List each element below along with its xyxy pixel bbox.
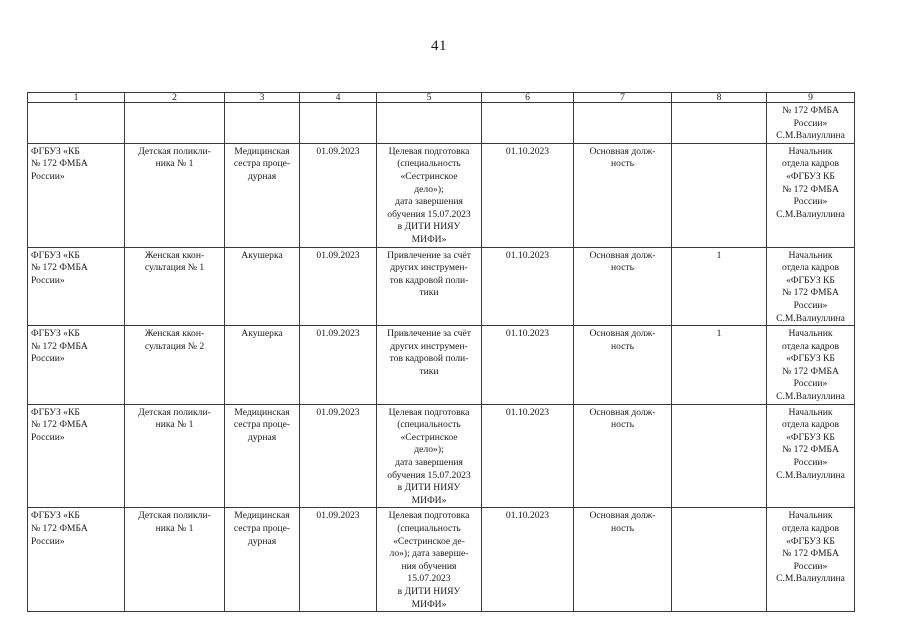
cell-line: Целевая подготовка (388, 510, 470, 522)
cell-line: дата завершения (395, 196, 463, 208)
table-cell-position-type (574, 247, 672, 326)
cell-line: Детская поликли- (138, 145, 211, 157)
cell-line: Начальник (788, 406, 833, 418)
cell-line: отдела кадров (781, 340, 840, 352)
cell-line: в ДИТИ НИЯУ (397, 221, 461, 233)
column-header: 7 (574, 93, 672, 103)
cell-line: № 172 ФМБА (31, 262, 88, 274)
cell-line: Привлечение за счёт (387, 249, 471, 261)
table-cell-department (125, 404, 225, 508)
cell-line: № 172 ФМБА (782, 105, 839, 116)
cell-line: Женская ккон- (144, 328, 205, 340)
cell-line: МИФИ» (411, 233, 447, 245)
cell-line: (специальность (397, 158, 461, 170)
table-cell-organization (28, 247, 125, 326)
cell-line: ФГБУЗ «КБ (31, 249, 80, 261)
table-cell-position (225, 326, 300, 405)
table-cell-position (225, 143, 300, 247)
cell-line: ФГБУЗ «КБ (31, 510, 80, 522)
table-cell-date (482, 326, 574, 405)
column-header: 8 (672, 93, 767, 103)
cell-line: Женская ккон- (144, 249, 205, 261)
table-cell-count (672, 247, 767, 326)
cell-line: 01.09.2023 (316, 510, 360, 522)
table-cell-date (482, 247, 574, 326)
cell-line: ло»); дата заверше- (389, 548, 469, 560)
table-cell (672, 103, 767, 144)
cell-line: Основная долж- (589, 510, 656, 522)
table-cell-responsible (767, 404, 855, 508)
cell-line: Начальник (788, 328, 833, 340)
cell-line: ность (611, 262, 634, 274)
cell-line: «ФГБУЗ КБ (786, 353, 835, 365)
cell-line: Акушерка (241, 328, 283, 340)
cell-line: Целевая подготовка (388, 406, 470, 418)
cell-line: России» (31, 353, 65, 365)
cell-line: в ДИТИ НИЯУ (397, 585, 461, 597)
cell-line: № 172 ФМБА (31, 419, 88, 431)
table-cell-start-date (300, 326, 377, 405)
cell-line: ния обучения (401, 560, 457, 572)
cell-line: Медицинская (234, 145, 290, 157)
table-cell-date (482, 404, 574, 508)
cell-line: дурная (247, 535, 277, 547)
cell-line: ность (611, 523, 634, 534)
cell-line: России» (793, 117, 828, 129)
cell-line: Акушерка (241, 249, 283, 261)
table-cell-position (225, 508, 300, 612)
cell-line: Детская поликли- (138, 406, 211, 418)
table-cell-organization (28, 508, 125, 612)
cell-line: ФГБУЗ «КБ (31, 145, 80, 157)
table-cell-date (482, 508, 574, 612)
cell-line: № 172 ФМБА (782, 183, 839, 195)
column-header: 5 (377, 93, 482, 103)
table-cell (28, 103, 125, 144)
cell-line: других инструмен- (390, 340, 468, 352)
cell-line: ность (611, 158, 634, 170)
cell-line: ника № 1 (155, 523, 194, 534)
cell-line: 01.09.2023 (316, 406, 360, 418)
table-cell-position-type (574, 326, 672, 405)
cell-line: 01.10.2023 (505, 328, 550, 340)
cell-line: России» (31, 170, 65, 182)
cell-line: «ФГБУЗ КБ (786, 170, 835, 182)
cell-line: ника № 1 (155, 419, 194, 431)
table-row (28, 326, 855, 405)
cell-line: МИФИ» (411, 494, 447, 506)
table-cell-organization (28, 326, 125, 405)
cell-line: Детская поликли- (138, 510, 211, 522)
cell-line: С.М.Валиуллина (776, 391, 845, 403)
table-row (28, 247, 855, 326)
table-cell-organization (28, 404, 125, 508)
cell-line: № 172 ФМБА (782, 444, 839, 456)
table-cell-count (672, 508, 767, 612)
table-cell-count (672, 326, 767, 405)
page-number: 41 (431, 38, 447, 54)
table-cell-responsible (767, 508, 855, 612)
cell-line: России» (793, 560, 828, 572)
continuation-row (28, 103, 855, 144)
cell-line: сультация № 2 (144, 340, 205, 352)
table-cell (574, 103, 672, 144)
cell-line: тов кадровой поли- (389, 274, 469, 286)
cell-line: в ДИТИ НИЯУ (397, 482, 461, 494)
cell-line: «Сестринское (400, 431, 458, 443)
cell-line: отдела кадров (781, 262, 840, 274)
cell-line: «ФГБУЗ КБ (786, 535, 835, 547)
cell-line: дурная (247, 170, 277, 182)
column-header: 2 (125, 93, 225, 103)
cell-line: сестра проце- (233, 419, 291, 431)
cell-line: Основная долж- (589, 145, 656, 157)
cell-line: 15.07.2023 (407, 573, 451, 585)
cell-line: МИФИ» (411, 598, 447, 610)
table-cell-responsible (767, 247, 855, 326)
table-cell-start-date (300, 404, 377, 508)
cell-line: обучения 15.07.2023 (387, 469, 471, 481)
cell-line: «Сестринское де- (393, 535, 465, 547)
cell-line: 01.10.2023 (505, 145, 550, 157)
cell-line: 01.09.2023 (316, 328, 360, 340)
table-cell-position-type (574, 404, 672, 508)
cell-line: № 172 ФМБА (31, 523, 88, 534)
table-cell (377, 103, 482, 144)
cell-line: отдела кадров (781, 158, 840, 170)
table-cell-basis (377, 404, 482, 508)
cell-line: № 172 ФМБА (31, 158, 88, 170)
table-cell-department (125, 247, 225, 326)
cell-line: 01.09.2023 (316, 249, 360, 261)
cell-line: тов кадровой поли- (389, 353, 469, 365)
cell-line: ность (611, 419, 634, 431)
table-cell-start-date (300, 247, 377, 326)
table-cell-position-type (574, 508, 672, 612)
cell-line: С.М.Валиуллина (776, 469, 845, 481)
cell-line: № 172 ФМБА (782, 287, 839, 299)
table-cell-position (225, 404, 300, 508)
table-cell-basis (377, 508, 482, 612)
cell-line: № 172 ФМБА (782, 548, 839, 560)
table-cell-department (125, 143, 225, 247)
column-header: 1 (28, 93, 125, 103)
table-cell-basis (377, 247, 482, 326)
table-cell-responsible (767, 103, 855, 144)
cell-line: Начальник (788, 510, 833, 522)
cell-line: Медицинская (234, 406, 290, 418)
cell-line: сультация № 1 (144, 262, 205, 274)
cell-line: Целевая подготовка (388, 145, 470, 157)
cell-line: России» (31, 535, 65, 547)
cell-line: 01.10.2023 (505, 510, 550, 522)
cell-line: (специальность (397, 419, 461, 431)
table-cell-count (672, 404, 767, 508)
cell-line: № 172 ФМБА (782, 365, 839, 377)
cell-line: 01.10.2023 (505, 249, 550, 261)
table-cell (125, 103, 225, 144)
table-cell (225, 103, 300, 144)
cell-line: России» (31, 431, 65, 443)
cell-line: Начальник (788, 249, 833, 261)
cell-line: России» (793, 299, 828, 311)
cell-line: 01.09.2023 (316, 145, 360, 157)
column-header: 6 (482, 93, 574, 103)
table-cell-count (672, 143, 767, 247)
header-row (28, 93, 855, 103)
table-cell-department (125, 508, 225, 612)
table-row (28, 404, 855, 508)
column-header: 3 (225, 93, 300, 103)
cell-line: «ФГБУЗ КБ (786, 431, 835, 443)
cell-line: С.М.Валиуллина (776, 130, 845, 142)
table-cell-organization (28, 143, 125, 247)
cell-line: Привлечение за счёт (387, 328, 471, 340)
table-cell-start-date (300, 143, 377, 247)
table-cell (482, 103, 574, 144)
cell-line: 01.10.2023 (505, 406, 550, 418)
table-cell (300, 103, 377, 144)
table-row (28, 508, 855, 612)
cell-line: С.М.Валиуллина (776, 573, 845, 585)
cell-line: России» (793, 196, 828, 208)
cell-line: «Сестринское (400, 170, 458, 182)
table-cell-basis (377, 143, 482, 247)
table-cell-position (225, 247, 300, 326)
cell-line: Медицинская (234, 510, 290, 522)
cell-line: ность (611, 340, 634, 352)
cell-line: С.М.Валиуллина (776, 208, 845, 220)
cell-line: 1 (716, 328, 722, 340)
cell-line: Основная долж- (589, 249, 656, 261)
cell-line: отдела кадров (781, 419, 840, 431)
cell-line: ФГБУЗ «КБ (31, 328, 80, 340)
table-row (28, 143, 855, 247)
cell-line: дурная (247, 431, 277, 443)
cell-line: сестра проце- (233, 523, 291, 534)
cell-line: тики (419, 365, 439, 377)
cell-line: России» (793, 457, 828, 469)
cell-line: обучения 15.07.2023 (387, 208, 471, 220)
table-cell-responsible (767, 326, 855, 405)
cell-line: России» (793, 378, 828, 390)
cell-line: отдела кадров (781, 523, 840, 534)
cell-line: С.М.Валиуллина (776, 312, 845, 324)
cell-line: Начальник (788, 145, 833, 157)
column-header: 4 (300, 93, 377, 103)
cell-line: тики (419, 287, 439, 299)
document-table (27, 92, 855, 612)
cell-line: дата завершения (395, 457, 463, 469)
cell-line: дело»); (414, 183, 444, 195)
cell-line: Основная долж- (589, 406, 656, 418)
table-cell-position-type (574, 143, 672, 247)
table-cell-responsible (767, 143, 855, 247)
cell-line: России» (31, 274, 65, 286)
cell-line: № 172 ФМБА (31, 340, 88, 352)
cell-line: сестра проце- (233, 158, 291, 170)
column-header: 9 (767, 93, 855, 103)
cell-line: ФГБУЗ «КБ (31, 406, 80, 418)
cell-line: (специальность (397, 523, 461, 534)
cell-line: «ФГБУЗ КБ (786, 274, 835, 286)
cell-line: дело»); (414, 444, 444, 456)
table-cell-basis (377, 326, 482, 405)
cell-line: 1 (716, 249, 722, 261)
table-cell-date (482, 143, 574, 247)
cell-line: ника № 1 (155, 158, 194, 170)
table-cell-department (125, 326, 225, 405)
cell-line: других инструмен- (390, 262, 468, 274)
table-cell-start-date (300, 508, 377, 612)
cell-line: Основная долж- (589, 328, 656, 340)
